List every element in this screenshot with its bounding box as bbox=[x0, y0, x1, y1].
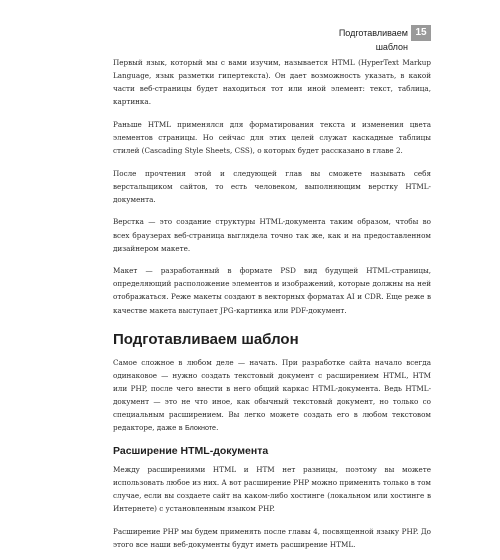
paragraph-chapter-goal: После прочтения этой и следующей глав вы сможете называть себя верстальщиком сайтов, то есть человеком, выполняющим верстку HTML-документа. bbox=[113, 168, 431, 204]
running-header: Подготавливаем шаблон bbox=[338, 28, 408, 52]
subsection-heading: Расширение HTML-документа bbox=[113, 444, 269, 457]
paragraph-template-text: Самое сложное в любом деле — начать. При разработке сайта начало всегда одинаковое — нужно создать текстовый документ с расширением HTML, HTM или PHP, после чего внести в него общий каркас HTML-документа. Ведь HTML-документ — это не что иное, как обычный текстовый документ, но только со специальным расширением. Вы легко можете создать его в любом текстовом редакторе, даже в bbox=[113, 357, 431, 433]
paragraph-layout-definition: Верстка — это создание структуры HTML-документа таким образом, чтобы во всех браузерах веб-страница выглядела точно так же, как и на предоставленном дизайнером макете. bbox=[113, 217, 431, 253]
paragraph-mockup-definition: Макет — разработанный в формате PSD вид будущей HTML-страницы, определяющий расположение элементов и изображений, которые должны на ней отображаться. Реже макеты создают в векторных форматах AI и CDR. Еще реже в качестве макета выступает JPG-картинка или PDF-документ. bbox=[113, 266, 431, 315]
paragraph-php-extension: Расширение PHP мы будем применять после главы 4, посвященной языку PHP. До этого все наши веб-документы будут иметь расширение HTML. bbox=[113, 526, 431, 549]
paragraph-template-end: . bbox=[216, 423, 219, 433]
paragraph-extensions: Между расширениями HTML и HTM нет разницы, поэтому вы можете использовать любое из них. А вот расширение PHP можно применять только в том случае, если вы создаете сайт на каком-либо хостинге (локальном или хостинге в Интернете) с установленным языком PHP. bbox=[113, 464, 431, 513]
page-body bbox=[113, 56, 431, 560]
section-heading: Подготавливаем шаблон bbox=[113, 330, 299, 348]
paragraph-template-start bbox=[113, 356, 431, 435]
page-number-badge: 15 bbox=[411, 25, 431, 41]
paragraph-html-intro: Первый язык, который мы с вами изучим, называется HTML (HyperText Markup Language, язык разметки гипертекста). Он дает возможность указать, в какой части веб-страницы будет находиться тот или иной элемент: текст, таблица, картинка. bbox=[113, 58, 431, 107]
notepad-app-name: Блокноте bbox=[184, 423, 217, 433]
paragraph-html-history: Раньше HTML применялся для форматирования текста и изменения цвета элементов страницы. Но сейчас для этих целей служат каскадные таблицы стилей (Cascading Style Sheets, CSS), о которых будет рассказано в главе 2. bbox=[113, 119, 431, 156]
